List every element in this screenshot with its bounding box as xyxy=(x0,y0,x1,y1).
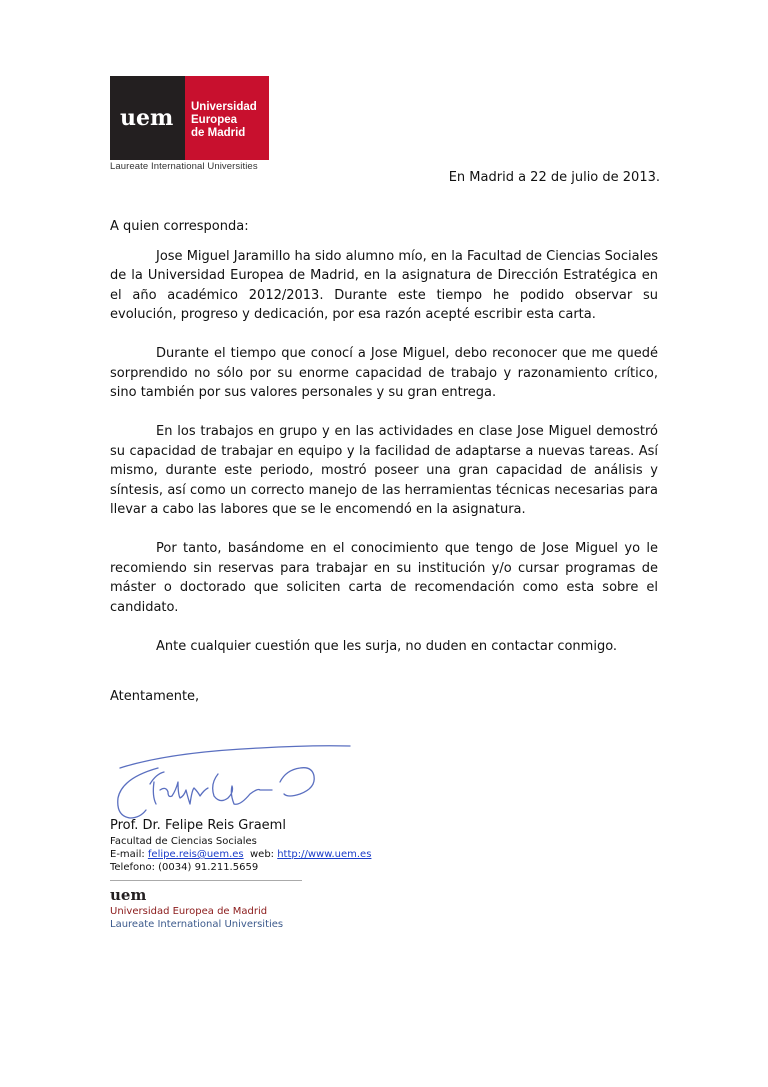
paragraph-3: En los trabajos en grupo y en las actividades en clase Jose Miguel demostró su capacidad de trabajar en equipo y la facilidad de adaptarse a nuevas tareas. Así mismo, durante este periodo, mostró poseer una gran capacidad de análisis y síntesis, así como un correcto manejo de las herramientas técnicas necesarias para llevar a cabo las labores que se le encomendó en la asignatura. xyxy=(110,424,658,517)
signer-contact xyxy=(110,848,510,861)
logo-name-line2: Europea xyxy=(191,114,238,126)
footer-wordmark: uem xyxy=(110,887,147,903)
signer-name: Prof. Dr. Felipe Reis Graeml xyxy=(110,818,286,833)
university-logo xyxy=(110,76,270,172)
divider xyxy=(110,880,302,881)
footer-uem-logo-icon xyxy=(110,887,510,903)
web-link[interactable]: http://www.uem.es xyxy=(277,849,372,860)
signer-phone: Telefono: (0034) 91.211.5659 xyxy=(110,862,259,873)
logo-name-line1: Universidad xyxy=(191,101,257,113)
paragraph-1: Jose Miguel Jaramillo ha sido alumno mío, en la Facultad de Ciencias Sociales de la Universidad Europea de Madrid, en la asignatura de Dirección Estratégica en el año académico 2012/2013. Durante este tiempo he podido observar su evolución, progreso y dedicación, por esa razón acepté escribir esta carta. xyxy=(110,248,658,322)
uem-wordmark-text: uem xyxy=(119,106,173,130)
footer-university: Universidad Europea de Madrid xyxy=(110,906,268,917)
letter-body xyxy=(110,217,658,707)
web-label: web: xyxy=(243,849,278,860)
signature-block xyxy=(110,817,510,931)
logo-tagline: Laureate International Universities xyxy=(110,161,258,172)
paragraph-2: Durante el tiempo que conocí a Jose Miguel, debo reconocer que me quedé sorprendido no sólo por su enorme capacidad de trabajo y razonamiento crítico, sino también por sus valores personales y su gran entrega. xyxy=(110,346,658,400)
logo-name-line3: de Madrid xyxy=(191,127,246,139)
handwritten-signature-icon xyxy=(110,738,355,823)
closing: Atentamente, xyxy=(110,689,200,704)
footer-network: Laureate International Universities xyxy=(110,919,284,930)
paragraph-4: Por tanto, basándome en el conocimiento que tengo de Jose Miguel yo le recomiendo sin reservas para trabajar en su institución y/o cursar programas de máster o doctorado que soliciten carta de recomendación como esta sobre el candidato. xyxy=(110,541,658,615)
paragraph-5: Ante cualquier cuestión que les surja, no duden en contactar conmigo. xyxy=(156,638,618,654)
email-label: E-mail: xyxy=(110,849,148,860)
logo-university-name xyxy=(185,76,269,160)
salutation: A quien corresponda: xyxy=(110,219,249,234)
signer-faculty: Facultad de Ciencias Sociales xyxy=(110,836,257,847)
date-line: En Madrid a 22 de julio de 2013. xyxy=(448,170,660,185)
email-link[interactable]: felipe.reis@uem.es xyxy=(147,849,244,860)
uem-wordmark-icon xyxy=(110,76,185,160)
